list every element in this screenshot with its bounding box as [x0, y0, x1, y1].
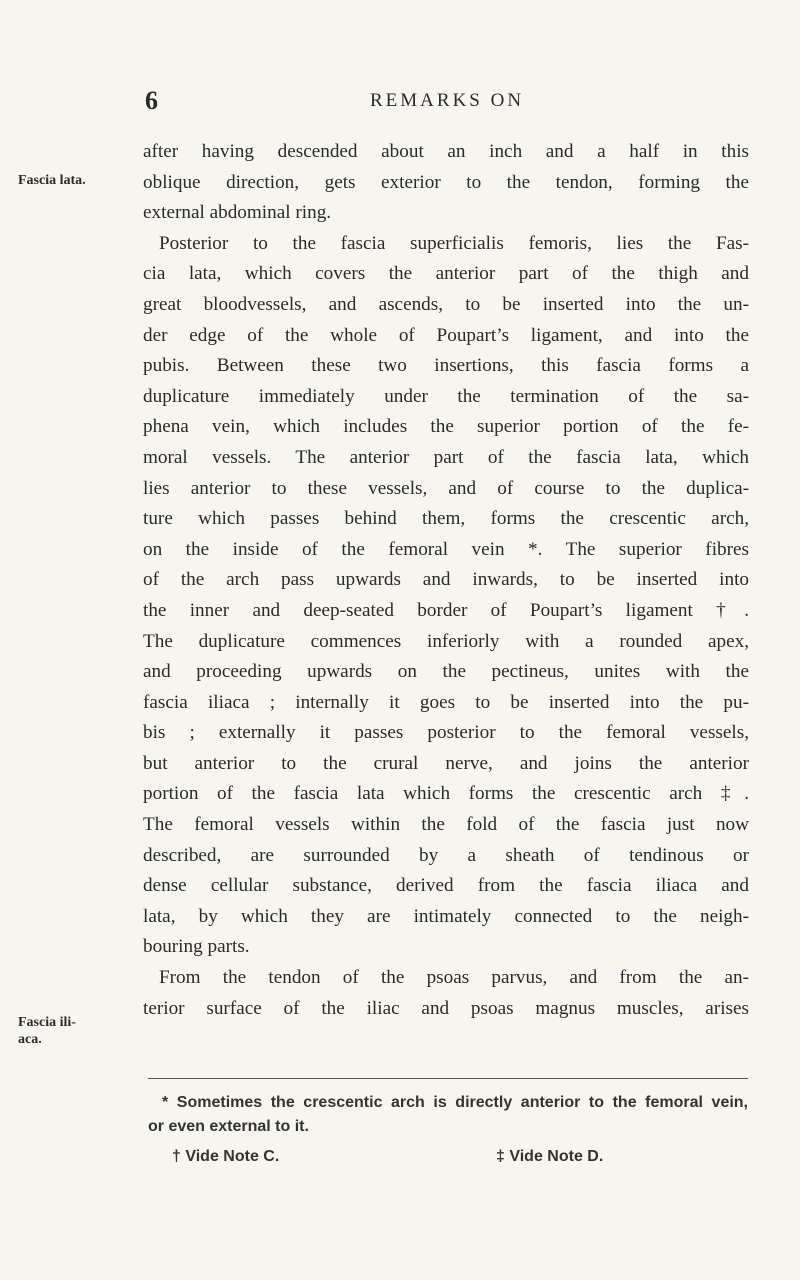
body-line: of the arch pass upwards and inwards, to be inserted into: [143, 569, 749, 591]
body-line: der edge of the whole of Poupart’s ligament, and into the: [143, 324, 749, 346]
body-line: fascia iliaca ; internally it goes to be inserted into the pu-: [143, 691, 749, 713]
margin-note-fascia-iliaca-1: Fascia ili-: [18, 1015, 76, 1030]
footnote-double-dagger: ‡ Vide Note D.: [496, 1148, 604, 1165]
body-line: phena vein, which includes the superior portion of the fe-: [143, 416, 749, 438]
page-header: [145, 86, 745, 116]
footnote-divider: [148, 1078, 748, 1079]
footnote-asterisk-line-1: * Sometimes the crescentic arch is directly anterior to the femoral vein,: [162, 1094, 748, 1111]
body-line: duplicature immediately under the termination of the sa-: [143, 385, 749, 407]
footnote-references: [148, 1145, 748, 1175]
page-number: 6: [145, 86, 158, 115]
body-line: The duplicature commences inferiorly with a rounded apex,: [143, 630, 749, 652]
margin-note-fascia-lata: Fascia lata.: [18, 173, 86, 188]
body-line: From the tendon of the psoas parvus, and from the an-: [159, 967, 749, 989]
body-line: moral vessels. The anterior part of the fascia lata, which: [143, 446, 749, 468]
body-line: oblique direction, gets exterior to the tendon, forming the: [143, 171, 749, 193]
body-line: cia lata, which covers the anterior part of the thigh and: [143, 263, 749, 285]
body-line: The femoral vessels within the fold of the fascia just now: [143, 814, 749, 836]
body-line: terior surface of the iliac and psoas magnus muscles, arises: [143, 997, 749, 1019]
body-line: portion of the fascia lata which forms the crescentic arch ‡.: [143, 783, 749, 805]
body-line: great bloodvessels, and ascends, to be inserted into the un-: [143, 293, 749, 315]
body-line: on the inside of the femoral vein *. The superior fibres: [143, 538, 749, 560]
footnotes: [148, 1091, 748, 1175]
body-line: lies anterior to these vessels, and of course to the duplica-: [143, 477, 749, 499]
body-line: dense cellular substance, derived from the fascia iliaca and: [143, 875, 749, 897]
body-line: and proceeding upwards on the pectineus, unites with the: [143, 661, 749, 683]
footnote-asterisk-line-2: or even external to it.: [148, 1118, 309, 1135]
footnote-dagger: † Vide Note C.: [172, 1148, 280, 1165]
body-line: described, are surrounded by a sheath of tendinous or: [143, 844, 749, 866]
body-line: after having descended about an inch and a half in this: [143, 141, 749, 162]
running-title: REMARKS ON: [370, 90, 525, 111]
body-line: ture which passes behind them, forms the crescentic arch,: [143, 508, 749, 530]
body-line: lata, by which they are intimately connected to the neigh-: [143, 905, 749, 927]
body-line: bis ; externally it passes posterior to the femoral vessels,: [143, 722, 749, 744]
body-line: the inner and deep-seated border of Poupart’s ligament †.: [143, 599, 749, 621]
body-text: [143, 137, 749, 1024]
margin-note-fascia-iliaca-2: aca.: [18, 1032, 42, 1047]
body-line: bouring parts.: [143, 936, 250, 958]
body-line: Posterior to the fascia superficialis femoris, lies the Fas-: [159, 232, 749, 254]
body-line: external abdominal ring.: [143, 202, 332, 224]
body-line: but anterior to the crural nerve, and joins the anterior: [143, 752, 749, 774]
body-line: pubis. Between these two insertions, this fascia forms a: [143, 355, 749, 377]
